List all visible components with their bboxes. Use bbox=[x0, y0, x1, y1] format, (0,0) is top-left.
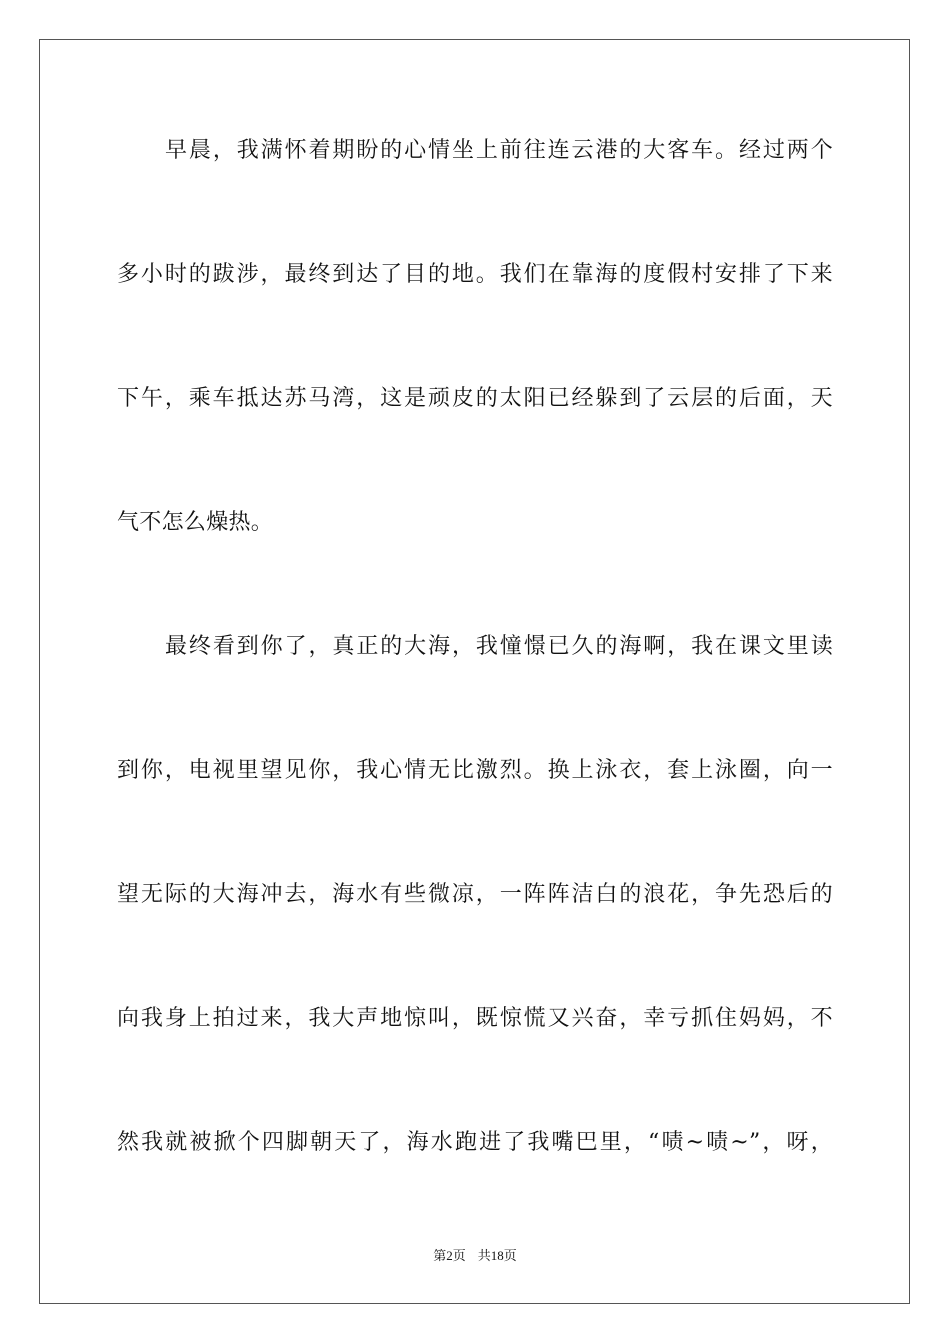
paragraph-2-line-2: 到你，电视里望见你，我心情无比激烈。换上泳衣，套上泳圈，向一 bbox=[117, 758, 833, 783]
paragraph-1-line-1: 早晨，我满怀着期盼的心情坐上前往连云港的大客车。经过两个 bbox=[165, 138, 833, 163]
total-pages: 共18页 bbox=[477, 1248, 517, 1263]
paragraph-1-line-3: 下午，乘车抵达苏马湾，这是顽皮的太阳已经躲到了云层的后面，天 bbox=[117, 386, 833, 411]
paragraph-2-line-5: 然我就被掀个四脚朝天了，海水跑进了我嘴巴里，“啧~啧~”，呀， bbox=[117, 1130, 833, 1155]
page-footer bbox=[0, 1247, 950, 1265]
paragraph-2-line-3: 望无际的大海冲去，海水有些微凉，一阵阵洁白的浪花，争先恐后的 bbox=[117, 882, 833, 907]
paragraph-2-line-4: 向我身上拍过来，我大声地惊叫，既惊慌又兴奋，幸亏抓住妈妈，不 bbox=[117, 1006, 833, 1031]
paragraph-1-line-4: 气不怎么燥热。 bbox=[117, 510, 274, 535]
page-number: 第2页 bbox=[433, 1248, 466, 1263]
page-frame bbox=[39, 39, 910, 1304]
paragraph-2-line-1: 最终看到你了，真正的大海，我憧憬已久的海啊，我在课文里读 bbox=[165, 634, 833, 659]
paragraph-1-line-2: 多小时的跋涉，最终到达了目的地。我们在靠海的度假村安排了下来 bbox=[117, 262, 833, 287]
